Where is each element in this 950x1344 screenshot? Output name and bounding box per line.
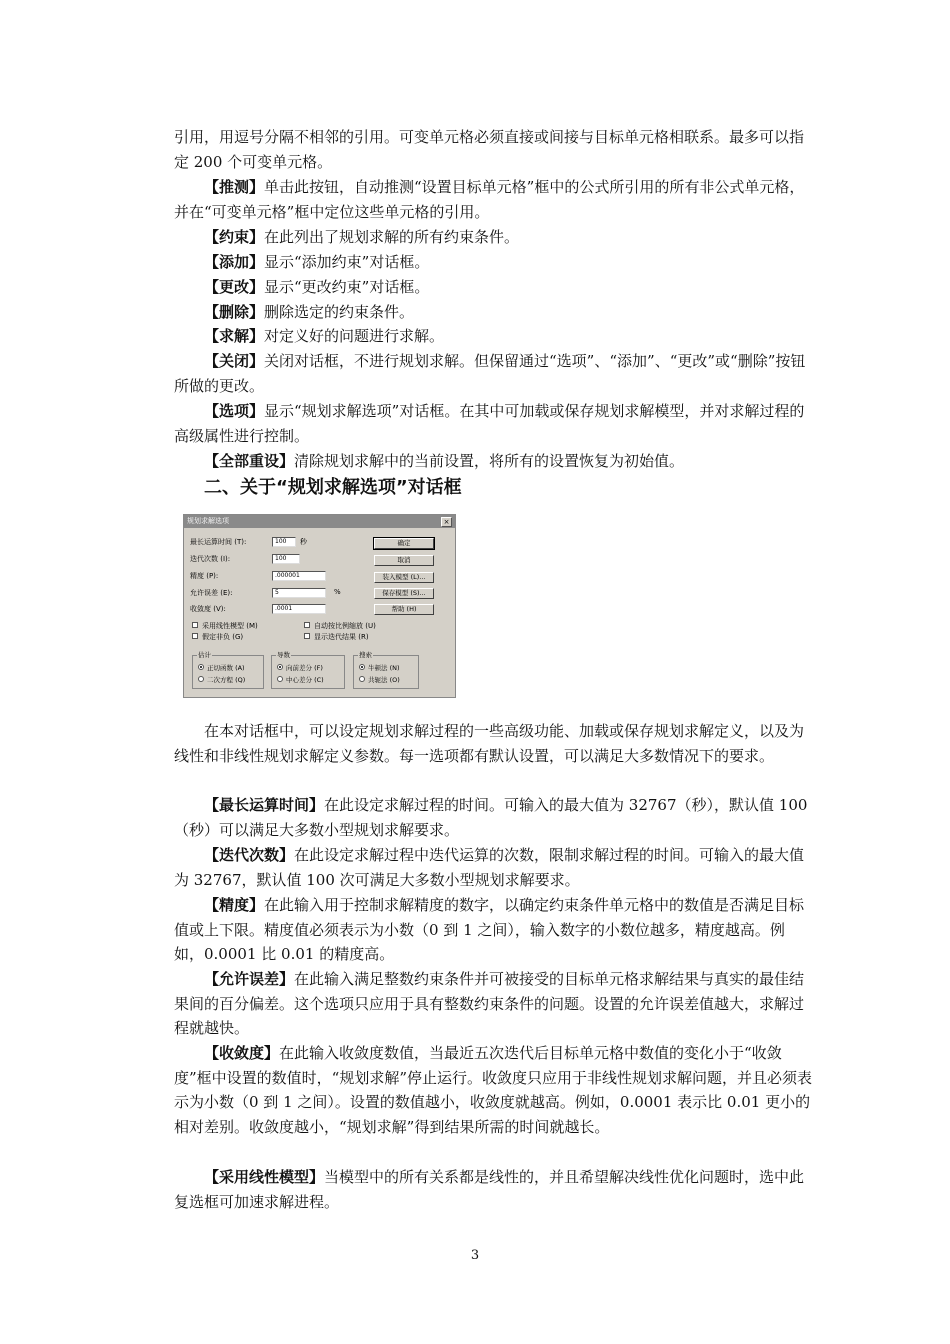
conjugate-label: 共轭法 (O)	[368, 676, 400, 684]
dialog-title-bar	[184, 515, 455, 528]
paragraph-tolerance: 【允许误差】在此输入满足整数约束条件并可被接受的目标单元格求解结果与真实的最佳结果间的百分偏差。这个选项只应用于具有整数约束条件的问题。设置的允许误差值越大，求解过程就越快。	[174, 970, 805, 1037]
section-heading: 二、关于“规划求解选项”对话框	[204, 477, 462, 498]
solver-options-dialog	[183, 514, 456, 698]
forward-label: 向前差分 (F)	[286, 664, 323, 672]
paragraph-delete: 【删除】删除选定的约束条件。	[204, 303, 415, 321]
linear-model-label: 采用线性模型 (M)	[202, 622, 258, 630]
dialog-title: 规划求解选项	[187, 517, 229, 525]
close-icon[interactable]: ×	[441, 517, 452, 527]
newton-radio[interactable]	[359, 664, 365, 670]
non-negative-label: 假定非负 (G)	[202, 633, 244, 641]
convergence-input[interactable]: .0001	[272, 604, 326, 614]
max-time-label: 最长运算时间 (T):	[190, 538, 247, 546]
paragraph-constraints: 【约束】在此列出了规划求解的所有约束条件。	[204, 228, 520, 246]
help-button[interactable]: 帮助 (H)	[374, 604, 434, 615]
tolerance-label: 允许误差 (E):	[190, 589, 233, 597]
newton-label: 牛顿法 (N)	[368, 664, 400, 672]
paragraph-change: 【更改】显示“更改约束”对话框。	[204, 278, 430, 296]
precision-input[interactable]: .000001	[272, 571, 326, 581]
tangent-label: 正切函数 (A)	[207, 664, 245, 672]
auto-scaling-checkbox[interactable]	[304, 622, 310, 628]
linear-model-checkbox[interactable]	[192, 622, 198, 628]
show-iterations-checkbox[interactable]	[304, 633, 310, 639]
paragraph-convergence: 【收敛度】在此输入收敛度数值，当最近五次迭代后目标单元格中数值的变化小于“收敛度”框中设置的数值时，“规划求解”停止运行。收敛度只应用于非线性规划求解问题，并且必须表示为小数（0 到 1 之间）。设置的数值越小，收敛度就越高。例如，0.0001 表示比 0.01 更小的相对差别。收敛度越小，“规划求解”得到结果所需的时间就越长。	[174, 1044, 813, 1136]
estimates-group	[192, 651, 264, 689]
central-label: 中心差分 (C)	[286, 676, 324, 684]
max-time-unit: 秒	[300, 538, 307, 546]
estimates-group-title: 估计	[198, 651, 211, 659]
iterations-label: 迭代次数 (I):	[190, 555, 231, 563]
search-group	[353, 651, 419, 689]
paragraph-linear-model: 【采用线性模型】当模型中的所有关系都是线性的，并且希望解决线性优化问题时，选中此复选框可加速求解进程。	[174, 1168, 805, 1211]
max-time-input[interactable]: 100	[272, 537, 296, 547]
tolerance-input[interactable]: 5	[272, 588, 326, 598]
iterations-input[interactable]: 100	[272, 554, 300, 564]
paragraph-max-time: 【最长运算时间】在此设定求解过程的时间。可输入的最大值为 32767（秒），默认值 100（秒）可以满足大多数小型规划求解要求。	[174, 796, 808, 839]
convergence-label: 收敛度 (V):	[190, 605, 226, 613]
page-number: 3	[470, 1248, 480, 1263]
paragraph-reset-all: 【全部重设】清除规划求解中的当前设置，将所有的设置恢复为初始值。	[204, 452, 685, 470]
cancel-button[interactable]: 取消	[374, 555, 434, 566]
paragraph-iterations: 【迭代次数】在此设定求解过程中迭代运算的次数，限制求解过程的时间。可输入的最大值为 32767，默认值 100 次可满足大多数小型规划求解要求。	[174, 846, 805, 889]
auto-scaling-label: 自动按比例缩放 (U)	[314, 622, 376, 630]
forward-radio[interactable]	[277, 664, 283, 670]
precision-label: 精度 (P):	[190, 572, 219, 580]
paragraph-references: 引用，用逗号分隔不相邻的引用。可变单元格必须直接或间接与目标单元格相联系。最多可以指定 200 个可变单元格。	[174, 128, 805, 171]
quadratic-radio[interactable]	[198, 676, 204, 682]
paragraph-guess: 【推测】单击此按钮，自动推测“设置目标单元格”框中的公式所引用的所有非公式单元格，并在“可变单元格”框中定位这些单元格的引用。	[174, 178, 805, 221]
paragraph-intro: 在本对话框中，可以设定规划求解过程的一些高级功能、加载或保存规划求解定义，以及为线性和非线性规划求解定义参数。每一选项都有默认设置，可以满足大多数情况下的要求。	[174, 722, 805, 765]
tangent-radio[interactable]	[198, 664, 204, 670]
load-model-button[interactable]: 装入模型 (L)...	[374, 572, 434, 583]
paragraph-options: 【选项】显示“规划求解选项”对话框。在其中可加载或保存规划求解模型，并对求解过程的高级属性进行控制。	[174, 402, 805, 445]
paragraph-close: 【关闭】关闭对话框，不进行规划求解。但保留通过“选项”、“添加”、“更改”或“删除”按钮所做的更改。	[174, 352, 806, 395]
central-radio[interactable]	[277, 676, 283, 682]
derivatives-group	[271, 651, 345, 689]
quadratic-label: 二次方程 (Q)	[207, 676, 246, 684]
derivatives-group-title: 导数	[277, 651, 290, 659]
paragraph-precision: 【精度】在此输入用于控制求解精度的数字，以确定约束条件单元格中的数值是否满足目标值或上下限。精度值必须表示为小数（0 到 1 之间），输入数字的小数位越多，精度越高。例如，0.0001 比 0.01 的精度高。	[174, 896, 805, 963]
paragraph-add: 【添加】显示“添加约束”对话框。	[204, 253, 430, 271]
conjugate-radio[interactable]	[359, 676, 365, 682]
non-negative-checkbox[interactable]	[192, 633, 198, 639]
search-group-title: 搜索	[359, 651, 372, 659]
ok-button[interactable]: 确定	[374, 538, 434, 549]
save-model-button[interactable]: 保存模型 (S)...	[374, 588, 434, 599]
paragraph-solve: 【求解】对定义好的问题进行求解。	[204, 327, 445, 345]
tolerance-unit: %	[334, 588, 341, 596]
show-iterations-label: 显示迭代结果 (R)	[314, 633, 369, 641]
